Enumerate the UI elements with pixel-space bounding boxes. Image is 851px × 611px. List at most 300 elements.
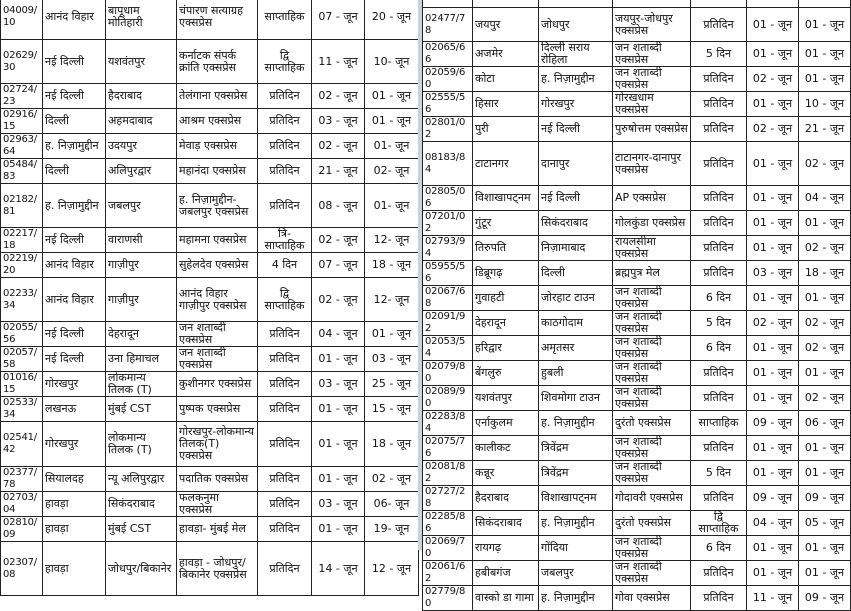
- frequency-cell: प्रतिदिन: [691, 236, 747, 261]
- return-date-cell: 02 - जून: [799, 311, 851, 336]
- origin-station-cell: गोरखपुर: [43, 422, 106, 467]
- return-date-cell: 04 - जून: [799, 186, 851, 211]
- origin-station-cell: नई दिल्ली: [43, 84, 106, 109]
- frequency-cell: प्रतिदिन: [691, 211, 747, 236]
- destination-station-cell: दिल्ली सराय रोहिला: [539, 42, 613, 67]
- train-number-cell: 02075/76: [423, 436, 473, 461]
- destination-station-cell: देहरादून: [106, 322, 177, 347]
- destination-station-cell: बापूधाम मोतिहारी: [106, 0, 177, 40]
- frequency-cell: प्रतिदिन: [691, 561, 747, 586]
- train-number-cell: 02053/54: [423, 336, 473, 361]
- return-date-cell: 03 - जून: [365, 347, 419, 372]
- table-row: [423, 361, 851, 386]
- train-name-cell: हावड़ा- मुंबई मेल: [177, 517, 258, 542]
- table-row: [423, 92, 851, 117]
- start-date-cell: 02 - जून: [747, 67, 799, 92]
- table-row: [423, 536, 851, 561]
- return-date-cell: 01 - जून: [365, 84, 419, 109]
- table-row: [423, 586, 851, 611]
- train-number-cell: 02533/34: [1, 397, 43, 422]
- start-date-cell: 01 - जून: [747, 461, 799, 486]
- origin-station-cell: सियालदह: [43, 467, 106, 492]
- destination-station-cell: मुंबई CST: [106, 397, 177, 422]
- origin-station-cell: लखनऊ: [43, 397, 106, 422]
- table-row: [1, 109, 419, 134]
- origin-station-cell: एर्नाकुलम: [473, 411, 539, 436]
- train-number-cell: 02801/02: [423, 117, 473, 142]
- destination-station-cell: जोरहाट टाउन: [539, 286, 613, 311]
- start-date-cell: 01 - जून: [747, 286, 799, 311]
- train-name-cell: गोवा एक्सप्रेस: [613, 586, 691, 611]
- train-name-cell: आश्रम एक्सप्रेस: [177, 109, 258, 134]
- destination-station-cell: हैदराबाद: [106, 84, 177, 109]
- origin-station-cell: डिब्रूगढ़: [473, 261, 539, 286]
- train-name-cell: कुशीनगर एक्सप्रेस: [177, 372, 258, 397]
- destination-station-cell: मुंबई CST: [106, 517, 177, 542]
- frequency-cell: प्रतिदिन: [258, 422, 312, 467]
- start-date-cell: 03 - जून: [312, 492, 365, 517]
- destination-station-cell: दानापुर: [539, 142, 613, 186]
- start-date-cell: 01 - जून: [747, 42, 799, 67]
- train-name-cell: पुरुषोत्तम एक्सप्रेस: [613, 117, 691, 142]
- return-date-cell: 02 - जून: [365, 467, 419, 492]
- return-date-cell: 05 - जून: [799, 511, 851, 536]
- return-date-cell: 10- जून: [365, 40, 419, 84]
- return-date-cell: 02 - जून: [799, 236, 851, 261]
- return-date-cell: 01 - जून: [799, 461, 851, 486]
- frequency-cell: प्रतिदिन: [258, 347, 312, 372]
- train-number-cell: 02219/20: [1, 253, 43, 278]
- return-date-cell: 12 - जून: [365, 542, 419, 596]
- frequency-cell: [691, 0, 747, 8]
- start-date-cell: 09 - जून: [747, 486, 799, 511]
- return-date-cell: 20 - जून: [365, 0, 419, 40]
- origin-station-cell: हावड़ा: [43, 517, 106, 542]
- destination-station-cell: ह. निज़ामुद्दीन: [539, 411, 613, 436]
- train-number-cell: 02285/86: [423, 511, 473, 536]
- origin-station-cell: नई दिल्ली: [43, 228, 106, 253]
- table-row: [1, 372, 419, 397]
- train-number-cell: 02724/23: [1, 84, 43, 109]
- origin-station-cell: तिरुपति: [473, 236, 539, 261]
- train-name-cell: तेलंगाना एक्सप्रेस: [177, 84, 258, 109]
- return-date-cell: 25 - जून: [365, 372, 419, 397]
- table-row: [423, 436, 851, 461]
- train-number-cell: 05484/83: [1, 159, 43, 184]
- train-name-cell: जन शताब्दी एक्सप्रेस: [613, 461, 691, 486]
- left-schedule-table: [0, 0, 419, 596]
- train-number-cell: 02283/84: [423, 411, 473, 436]
- train-number-cell: 02307/08: [1, 542, 43, 596]
- start-date-cell: 03 - जून: [312, 372, 365, 397]
- origin-station-cell: नई दिल्ली: [43, 347, 106, 372]
- train-name-cell: पदातिक एक्सप्रेस: [177, 467, 258, 492]
- destination-station-cell: हुबली: [539, 361, 613, 386]
- destination-station-cell: नई दिल्ली: [539, 186, 613, 211]
- start-date-cell: 01 - जून: [312, 422, 365, 467]
- return-date-cell: 01 - जून: [799, 211, 851, 236]
- frequency-cell: प्रतिदिन: [258, 159, 312, 184]
- frequency-cell: प्रतिदिन: [691, 436, 747, 461]
- start-date-cell: 01 - जून: [747, 361, 799, 386]
- destination-station-cell: ह. निज़ामुद्दीन: [539, 67, 613, 92]
- frequency-cell: प्रतिदिन: [691, 261, 747, 286]
- return-date-cell: 02- जून: [365, 159, 419, 184]
- start-date-cell: 14 - जून: [312, 542, 365, 596]
- return-date-cell: 15 - जून: [365, 397, 419, 422]
- train-name-cell: मेवाड़ एक्सप्रेस: [177, 134, 258, 159]
- start-date-cell: 08 - जून: [312, 184, 365, 228]
- return-date-cell: 01 - जून: [799, 8, 851, 42]
- table-row: [1, 517, 419, 542]
- origin-station-cell: बेंगलुरु: [473, 361, 539, 386]
- train-number-cell: 08183/84: [423, 142, 473, 186]
- frequency-cell: 5 दिन: [691, 461, 747, 486]
- start-date-cell: 01 - जून: [747, 436, 799, 461]
- table-row: [1, 134, 419, 159]
- start-date-cell: 03 - जून: [312, 109, 365, 134]
- frequency-cell: 5 दिन: [691, 311, 747, 336]
- frequency-cell: प्रतिदिन: [691, 586, 747, 611]
- origin-station-cell: नई दिल्ली: [43, 40, 106, 84]
- train-number-cell: 01016/15: [1, 372, 43, 397]
- train-number-cell: 02061/62: [423, 561, 473, 586]
- start-date-cell: 11 - जून: [312, 40, 365, 84]
- origin-station-cell: नई दिल्ली: [43, 322, 106, 347]
- train-name-cell: जन शताब्दी एक्सप्रेस: [613, 336, 691, 361]
- table-row: [423, 486, 851, 511]
- origin-station-cell: ह. निज़ामुद्दीन: [43, 134, 106, 159]
- destination-station-cell: त्रिवेंद्रम: [539, 461, 613, 486]
- train-number-cell: 04009/10: [1, 0, 43, 40]
- frequency-cell: द्वि साप्ताहिक: [258, 40, 312, 84]
- train-name-cell: कर्नाटक संपर्क क्रांति एक्सप्रेस: [177, 40, 258, 84]
- frequency-cell: प्रतिदिन: [691, 361, 747, 386]
- return-date-cell: 18 - जून: [799, 261, 851, 286]
- destination-station-cell: गोरखपुर: [539, 92, 613, 117]
- destination-station-cell: जबलपुर: [106, 184, 177, 228]
- start-date-cell: 01 - जून: [747, 186, 799, 211]
- table-row: [423, 8, 851, 42]
- origin-station-cell: टाटानगर: [473, 142, 539, 186]
- destination-station-cell: काठगोदाम: [539, 311, 613, 336]
- start-date-cell: 11 - जून: [747, 586, 799, 611]
- start-date-cell: 01 - जून: [747, 236, 799, 261]
- destination-station-cell: त्रिवेंद्रम: [539, 436, 613, 461]
- destination-station-cell: गाज़ीपुर: [106, 278, 177, 322]
- train-name-cell: [613, 0, 691, 8]
- frequency-cell: प्रतिदिन: [258, 322, 312, 347]
- frequency-cell: प्रतिदिन: [258, 372, 312, 397]
- train-number-cell: 02182/81: [1, 184, 43, 228]
- start-date-cell: 04 - जून: [747, 511, 799, 536]
- start-date-cell: 02 - जून: [312, 134, 365, 159]
- train-number-cell: 02810/09: [1, 517, 43, 542]
- origin-station-cell: देहरादून: [473, 311, 539, 336]
- table-row: [423, 0, 851, 8]
- train-number-cell: 02233/34: [1, 278, 43, 322]
- start-date-cell: 02 - जून: [312, 278, 365, 322]
- return-date-cell: 21 - जून: [799, 117, 851, 142]
- table-row: [1, 40, 419, 84]
- destination-station-cell: निज़ामाबाद: [539, 236, 613, 261]
- destination-station-cell: जोधपुर/बिकानेर: [106, 542, 177, 596]
- train-name-cell: जन शताब्दी एक्सप्रेस: [613, 386, 691, 411]
- return-date-cell: 01- जून: [365, 134, 419, 159]
- return-date-cell: 01 - जून: [799, 361, 851, 386]
- table-row: [1, 228, 419, 253]
- frequency-cell: त्रि-साप्ताहिक: [258, 228, 312, 253]
- start-date-cell: 02 - जून: [747, 311, 799, 336]
- return-date-cell: 09 - जून: [799, 586, 851, 611]
- train-name-cell: रायलसीमा एक्सप्रेस: [613, 236, 691, 261]
- table-row: [1, 159, 419, 184]
- destination-station-cell: अमृतसर: [539, 336, 613, 361]
- train-name-cell: गोदावरी एक्सप्रेस: [613, 486, 691, 511]
- table-row: [423, 186, 851, 211]
- frequency-cell: प्रतिदिन: [258, 542, 312, 596]
- table-row: [423, 42, 851, 67]
- train-name-cell: आनंद विहार गाज़ीपुर एक्सप्रेस: [177, 278, 258, 322]
- origin-station-cell: हावड़ा: [43, 542, 106, 596]
- train-name-cell: पुष्पक एक्सप्रेस: [177, 397, 258, 422]
- train-number-cell: 02069/70: [423, 536, 473, 561]
- return-date-cell: 01 - जून: [799, 561, 851, 586]
- table-row: [1, 0, 419, 40]
- table-row: [423, 561, 851, 586]
- start-date-cell: 21 - जून: [312, 159, 365, 184]
- train-number-cell: 02067/68: [423, 286, 473, 311]
- origin-station-cell: हैदराबाद: [473, 486, 539, 511]
- train-name-cell: फलकनुमा एक्सप्रेस: [177, 492, 258, 517]
- frequency-cell: प्रतिदिन: [258, 184, 312, 228]
- origin-station-cell: गोरखपुर: [43, 372, 106, 397]
- frequency-cell: प्रतिदिन: [258, 134, 312, 159]
- return-date-cell: 06 - जून: [799, 411, 851, 436]
- table-row: [423, 236, 851, 261]
- origin-station-cell: [473, 0, 539, 8]
- start-date-cell: 02 - जून: [747, 117, 799, 142]
- train-number-cell: 07201/02: [423, 211, 473, 236]
- train-name-cell: जन शताब्दी एक्सप्रेस: [613, 42, 691, 67]
- origin-station-cell: दिल्ली: [43, 159, 106, 184]
- return-date-cell: 02 - जून: [799, 142, 851, 186]
- train-number-cell: 02727/28: [423, 486, 473, 511]
- train-name-cell: दुरंतो एक्सप्रेस: [613, 511, 691, 536]
- destination-station-cell: सिकंदराबाद: [539, 211, 613, 236]
- origin-station-cell: जयपुर: [473, 8, 539, 42]
- start-date-cell: 04 - जून: [312, 322, 365, 347]
- table-row: [423, 411, 851, 436]
- destination-station-cell: दिल्ली: [539, 261, 613, 286]
- table-row: [423, 386, 851, 411]
- start-date-cell: 01 - जून: [312, 467, 365, 492]
- start-date-cell: 01 - जून: [312, 347, 365, 372]
- origin-station-cell: सिकंदराबाद: [473, 511, 539, 536]
- train-name-cell: गोलकुंडा एक्सप्रेस: [613, 211, 691, 236]
- destination-station-cell: जोधपुर: [539, 8, 613, 42]
- start-date-cell: 01 - जून: [747, 142, 799, 186]
- train-number-cell: 02805/06: [423, 186, 473, 211]
- origin-station-cell: हबीबगंज: [473, 561, 539, 586]
- return-date-cell: 19- जून: [365, 517, 419, 542]
- train-number-cell: 02629/30: [1, 40, 43, 84]
- return-date-cell: 09 - जून: [799, 486, 851, 511]
- destination-station-cell: लोकमान्य तिलक (T): [106, 422, 177, 467]
- train-number-cell: 02059/60: [423, 67, 473, 92]
- origin-station-cell: गुंटूर: [473, 211, 539, 236]
- frequency-cell: प्रतिदिन: [258, 467, 312, 492]
- table-row: [1, 492, 419, 517]
- return-date-cell: 10 - जून: [799, 92, 851, 117]
- return-date-cell: [799, 0, 851, 8]
- frequency-cell: प्रतिदिन: [691, 8, 747, 42]
- return-date-cell: 02 - जून: [799, 336, 851, 361]
- table-row: [1, 397, 419, 422]
- destination-station-cell: अलिपुरद्वार: [106, 159, 177, 184]
- train-number-cell: 02541/42: [1, 422, 43, 467]
- start-date-cell: 01 - जून: [747, 8, 799, 42]
- start-date-cell: 09 - जून: [747, 411, 799, 436]
- train-name-cell: जन शताब्दी एक्सप्रेस: [613, 286, 691, 311]
- return-date-cell: 01 - जून: [799, 67, 851, 92]
- return-date-cell: 01 - जून: [365, 322, 419, 347]
- origin-station-cell: आनंद विहार: [43, 253, 106, 278]
- start-date-cell: [747, 0, 799, 8]
- frequency-cell: प्रतिदिन: [691, 142, 747, 186]
- return-date-cell: 01 - जून: [799, 436, 851, 461]
- train-name-cell: जन शताब्दी एक्सप्रेस: [613, 436, 691, 461]
- table-row: [1, 542, 419, 596]
- frequency-cell: प्रतिदिन: [258, 517, 312, 542]
- destination-station-cell: ह. निज़ामुद्दीन: [539, 586, 613, 611]
- start-date-cell: 01 - जून: [747, 536, 799, 561]
- destination-station-cell: नई दिल्ली: [539, 117, 613, 142]
- return-date-cell: 18 - जून: [365, 253, 419, 278]
- return-date-cell: 02 - जून: [799, 386, 851, 411]
- table-row: [423, 67, 851, 92]
- table-row: [423, 286, 851, 311]
- right-schedule-panel: [422, 0, 850, 609]
- table-row: [1, 184, 419, 228]
- table-row: [423, 142, 851, 186]
- train-name-cell: गोरखधाम एक्सप्रेस: [613, 92, 691, 117]
- frequency-cell: 4 दिन: [258, 253, 312, 278]
- destination-station-cell: शिवमोगा टाउन: [539, 386, 613, 411]
- origin-station-cell: आनंद विहार: [43, 0, 106, 40]
- origin-station-cell: विशाखापट्नम: [473, 186, 539, 211]
- origin-station-cell: कालीकट: [473, 436, 539, 461]
- right-schedule-table: [422, 0, 851, 611]
- return-date-cell: 12- जून: [365, 228, 419, 253]
- destination-station-cell: गाज़ीपुर: [106, 253, 177, 278]
- origin-station-cell: दिल्ली: [43, 109, 106, 134]
- train-number-cell: 02477/78: [423, 8, 473, 42]
- train-name-cell: महानंदा एक्सप्रेस: [177, 159, 258, 184]
- train-name-cell: जन शताब्दी एक्सप्रेस: [613, 67, 691, 92]
- destination-station-cell: सिकंदराबाद: [106, 492, 177, 517]
- origin-station-cell: हावड़ा: [43, 492, 106, 517]
- train-name-cell: ह. निज़ामुद्दीन-जबलपुर एक्सप्रेस: [177, 184, 258, 228]
- frequency-cell: प्रतिदिन: [258, 397, 312, 422]
- destination-station-cell: उदयपुर: [106, 134, 177, 159]
- train-number-cell: 02779/80: [423, 586, 473, 611]
- train-number-cell: 02057/58: [1, 347, 43, 372]
- table-row: [423, 311, 851, 336]
- frequency-cell: द्वि साप्ताहिक: [258, 278, 312, 322]
- table-row: [1, 322, 419, 347]
- train-number-cell: 05955/56: [423, 261, 473, 286]
- frequency-cell: प्रतिदिन: [258, 492, 312, 517]
- train-number-cell: 02089/90: [423, 386, 473, 411]
- table-row: [423, 336, 851, 361]
- start-date-cell: 01 - जून: [312, 397, 365, 422]
- frequency-cell: 6 दिन: [691, 336, 747, 361]
- destination-station-cell: यशवंतपुर: [106, 40, 177, 84]
- origin-station-cell: कन्नूर: [473, 461, 539, 486]
- start-date-cell: 01 - जून: [312, 517, 365, 542]
- destination-station-cell: गोंदिया: [539, 536, 613, 561]
- train-name-cell: ब्रह्मपुत्र मेल: [613, 261, 691, 286]
- return-date-cell: 01- जून: [365, 184, 419, 228]
- frequency-cell: 6 दिन: [691, 536, 747, 561]
- destination-station-cell: [539, 0, 613, 8]
- start-date-cell: 01 - जून: [747, 211, 799, 236]
- train-number-cell: 02555/56: [423, 92, 473, 117]
- table-row: [1, 347, 419, 372]
- return-date-cell: 12- जून: [365, 278, 419, 322]
- train-name-cell: दुरंतो एक्सप्रेस: [613, 411, 691, 436]
- train-name-cell: हावड़ा - जोधपुर/बिकानेर एक्सप्रेस: [177, 542, 258, 596]
- frequency-cell: प्रतिदिन: [691, 117, 747, 142]
- origin-station-cell: हरिद्वार: [473, 336, 539, 361]
- destination-station-cell: विशाखापट्नम: [539, 486, 613, 511]
- table-row: [423, 117, 851, 142]
- frequency-cell: 6 दिन: [691, 286, 747, 311]
- frequency-cell: प्रतिदिन: [258, 84, 312, 109]
- start-date-cell: 07 - जून: [312, 253, 365, 278]
- train-number-cell: 02963/64: [1, 134, 43, 159]
- train-name-cell: गोरखपुर-लोकमान्य तिलक(T) एक्सप्रेस: [177, 422, 258, 467]
- train-name-cell: जन शताब्दी एक्सप्रेस: [613, 361, 691, 386]
- table-row: [1, 278, 419, 322]
- return-date-cell: 01 - जून: [799, 536, 851, 561]
- destination-station-cell: अहमदाबाद: [106, 109, 177, 134]
- return-date-cell: 18 - जून: [365, 422, 419, 467]
- start-date-cell: 03 - जून: [747, 261, 799, 286]
- table-row: [1, 467, 419, 492]
- train-number-cell: 02377/78: [1, 467, 43, 492]
- train-name-cell: जन शताब्दी एक्सप्रेस: [613, 311, 691, 336]
- origin-station-cell: हिसार: [473, 92, 539, 117]
- frequency-cell: प्रतिदिन: [691, 186, 747, 211]
- origin-station-cell: ह. निज़ामुद्दीन: [43, 184, 106, 228]
- return-date-cell: 01 - जून: [799, 286, 851, 311]
- train-number-cell: 02217/18: [1, 228, 43, 253]
- frequency-cell: प्रतिदिन: [691, 67, 747, 92]
- frequency-cell: साप्ताहिक: [691, 411, 747, 436]
- train-name-cell: महामना एक्सप्रेस: [177, 228, 258, 253]
- train-number-cell: 02916/15: [1, 109, 43, 134]
- train-name-cell: जन शताब्दी एक्सप्रेस: [177, 347, 258, 372]
- train-number-cell: 02055/56: [1, 322, 43, 347]
- table-row: [423, 261, 851, 286]
- frequency-cell: द्वि साप्ताहिक: [691, 511, 747, 536]
- origin-station-cell: गुवाहटी: [473, 286, 539, 311]
- destination-station-cell: उना हिमाचल: [106, 347, 177, 372]
- origin-station-cell: अजमेर: [473, 42, 539, 67]
- start-date-cell: 02 - जून: [312, 84, 365, 109]
